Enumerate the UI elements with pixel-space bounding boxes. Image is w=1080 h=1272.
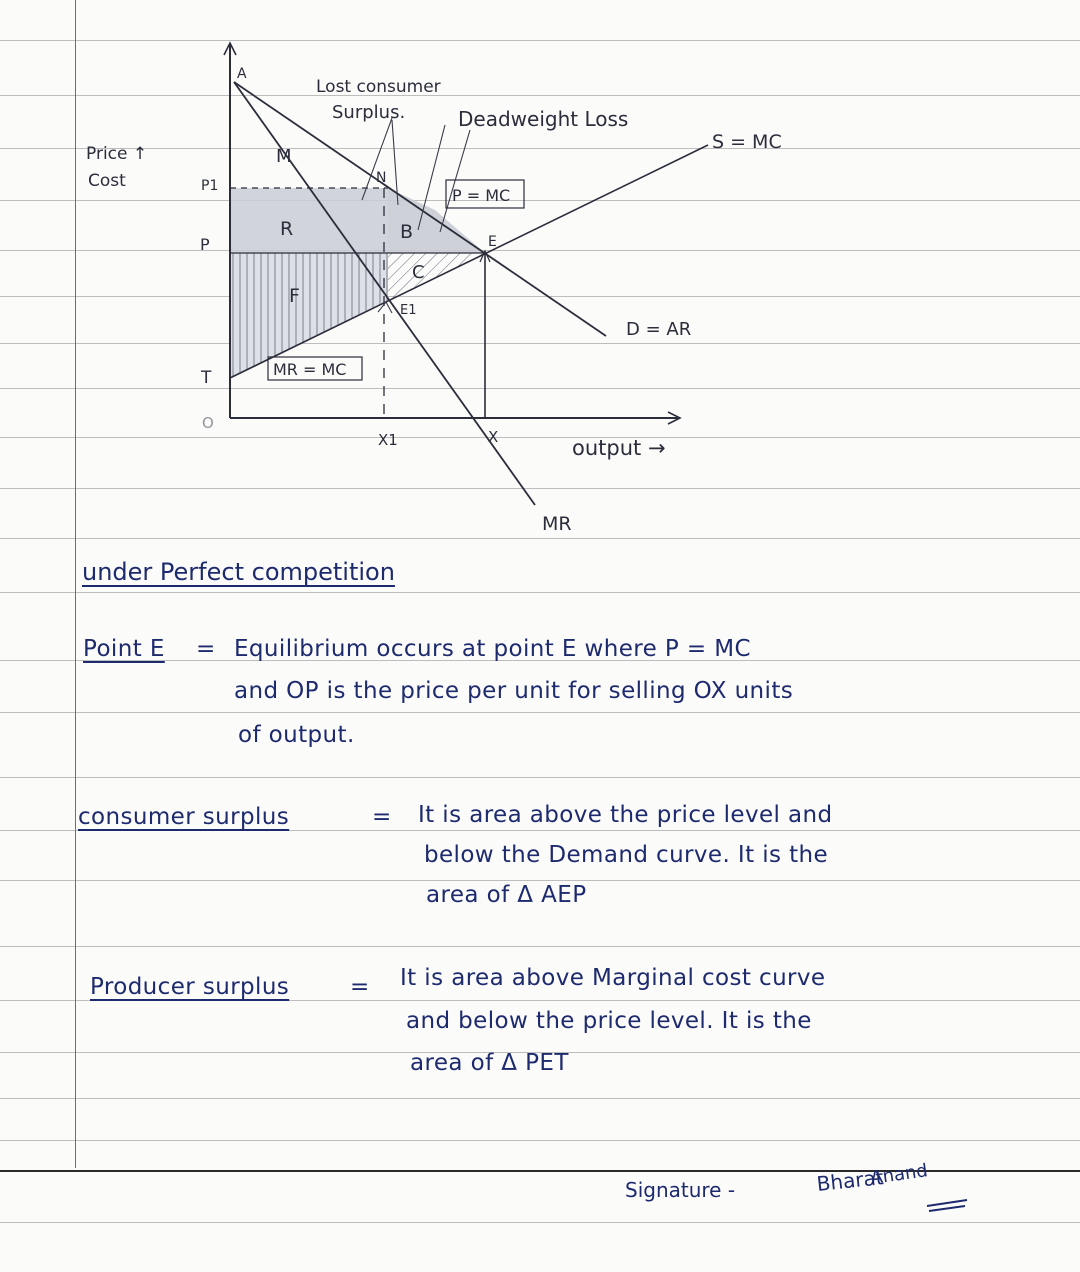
annotation-p-eq-mc: P = MC (452, 186, 511, 205)
label-c: C (412, 262, 425, 283)
label-r: R (280, 218, 294, 240)
producer-surplus-separator: = (350, 974, 370, 1000)
point-e-line-3: of output. (238, 722, 355, 748)
consumer-surplus-line-2: below the Demand curve. It is the (424, 842, 829, 868)
consumer-surplus-line-3: area of Δ AEP (426, 882, 587, 908)
label-p: P (200, 235, 210, 254)
label-x1: X1 (378, 431, 398, 449)
label-d-ar: D = AR (626, 319, 692, 340)
ruled-line (0, 592, 1080, 593)
signature-first-name: Bharat (815, 1165, 885, 1196)
annotation-lost-consumer: Lost consumer (316, 77, 441, 97)
ruled-line (0, 712, 1080, 713)
label-f: F (289, 285, 300, 307)
label-e: E (488, 234, 497, 250)
ruled-line (0, 830, 1080, 831)
producer-surplus-line-3: area of Δ PET (410, 1050, 569, 1076)
ruled-line (0, 777, 1080, 778)
point-e-label: Point E (83, 636, 165, 662)
label-o: O (202, 414, 214, 432)
label-s-mc: S = MC (712, 131, 782, 153)
annotation-surplus: Surplus. (332, 102, 406, 123)
ruled-line (0, 1098, 1080, 1099)
ruled-line (0, 946, 1080, 947)
point-e-line-2: and OP is the price per unit for selling OX units (234, 678, 794, 704)
ruled-line (0, 1000, 1080, 1001)
label-m: M (276, 146, 292, 167)
producer-surplus-label: Producer surplus (90, 974, 290, 1000)
point-e-line-1: Equilibrium occurs at point E where P = MC (234, 636, 751, 662)
signature-label: Signature - (625, 1178, 736, 1202)
y-axis-label-cost: Cost (88, 171, 126, 191)
pointer-line (440, 130, 470, 232)
label-x: X (488, 428, 499, 446)
consumer-surplus-separator: = (372, 804, 392, 830)
area-R (230, 188, 388, 253)
signature-last-name: Anand (869, 1160, 930, 1189)
producer-surplus-line-2: and below the price level. It is the (406, 1008, 812, 1034)
y-axis-label-price: Price ↑ (86, 144, 148, 164)
ruled-line (0, 880, 1080, 881)
ruled-line (0, 1140, 1080, 1141)
signature-underline (925, 1196, 970, 1216)
label-n: N (376, 170, 387, 186)
surplus-graph (0, 0, 1080, 560)
perfect-competition-heading: under Perfect competition (82, 558, 395, 586)
label-b: B (400, 221, 414, 243)
label-p1: P1 (201, 178, 219, 194)
label-t: T (201, 368, 212, 388)
annotation-deadweight-loss: Deadweight Loss (458, 107, 629, 131)
x-axis-label-output: output → (572, 436, 666, 460)
consumer-surplus-line-1: It is area above the price level and (418, 802, 833, 828)
annotation-mr-eq-mc: MR = MC (273, 360, 347, 379)
producer-surplus-line-1: It is area above Marginal cost curve (400, 965, 826, 991)
point-e-separator: = (196, 636, 216, 662)
label-a: A (237, 66, 247, 82)
label-e1: E1 (400, 303, 417, 318)
consumer-surplus-label: consumer surplus (78, 804, 290, 830)
label-mr: MR (542, 513, 572, 535)
ruled-line (0, 1222, 1080, 1223)
